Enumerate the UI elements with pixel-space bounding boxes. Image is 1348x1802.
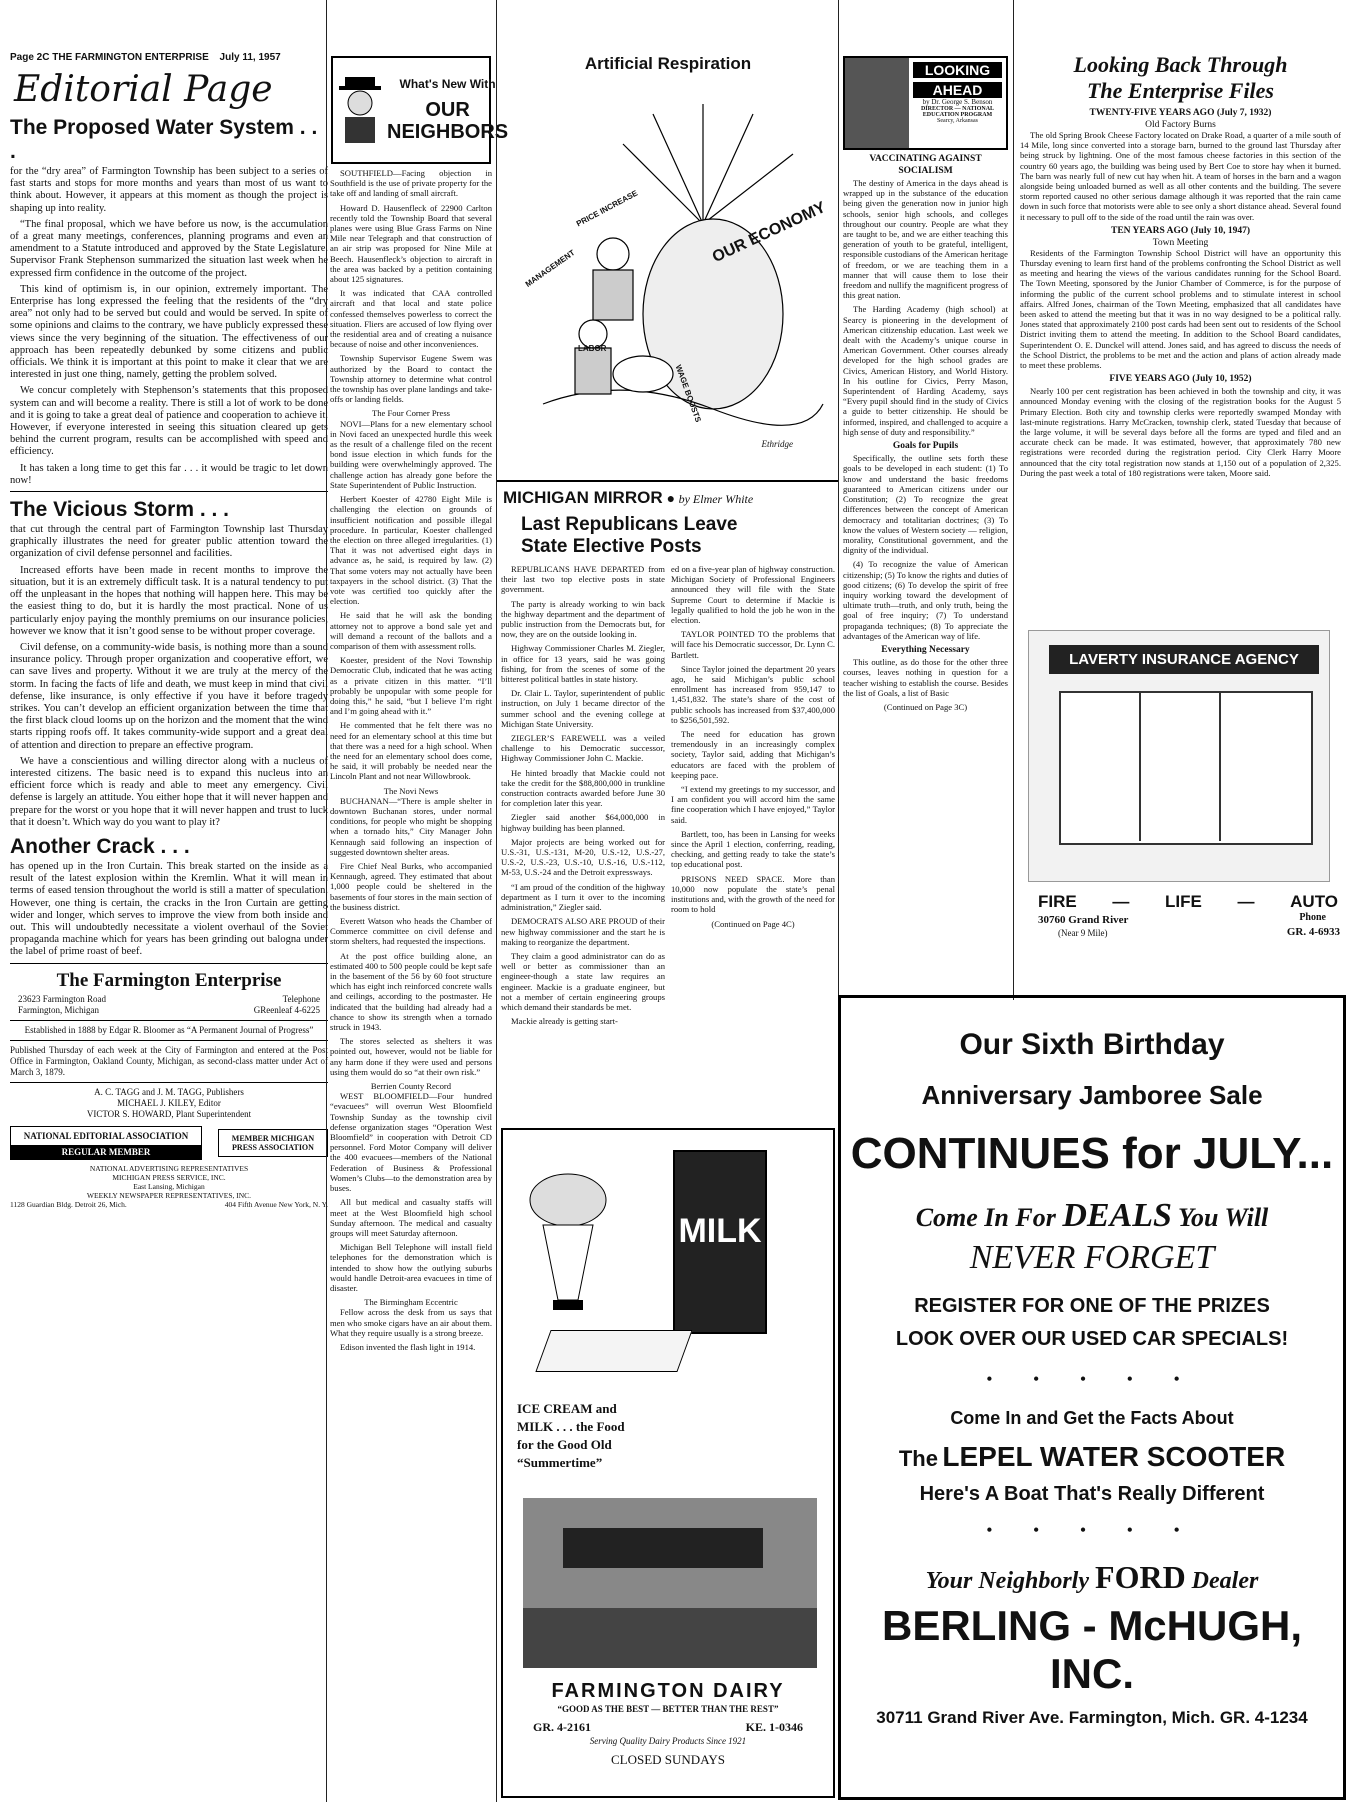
paragraph: has opened up in the Iron Curtain. This break started on the inside as a result of the latest explosion within the Kremlin. What it will mean in terms of eased tension throughout the world is still a matter of speculation. However, one thing is certain, the cracks in the Iron Curtain are getting wider and longer, which serves to improve the view from both inside and out. This will undoubtedly necessitate a violent overhaul of the Soviet propaganda machine which for years has been grinding out balogna under the label of prime roast of beef. [10,860,328,958]
paragraph: TAYLOR POINTED TO the problems that will face his Democratic successor, Dr. Lynn C. Bartlett. [671,629,835,660]
coverage-line: FIRE — LIFE — AUTO [1038,892,1338,911]
paragraph: Highway Commissioner Charles M. Ziegler, in office for 13 years, said he was going fishing, for from the scenes of some of the bitterest political battles in state history. [501,643,665,685]
paragraph: This outline, as do those for the other three courses, leaves nothing in question for a teacher wishing to establish the course. Besides the list of Goals, a list of Basic [843,657,1008,698]
staff-line: MICHAEL J. KILEY, Editor [117,1097,221,1108]
coverage-fire: FIRE [1038,892,1077,911]
author-role: DIRECTOR — NATIONAL EDUCATION PROGRAM [920,106,995,118]
subhead: Everything Necessary [881,644,970,655]
paragraph: Major projects are being worked out for U.S.-31, U.S.-131, M-20, U.S.-12, U.S.-27, U.S.-2, U.S.-23, U.S.-10, U.S.-16, U.S.-112, M-53, U.S.-24 and the Detroit expressways. [501,836,665,878]
era-body [1014,386,1347,478]
paragraph: Nearly 100 per cent registration has been achieved in both the township and city, it was announced Monday evening with the closing of the registration books for the August 5 Primary Election. Both city and township clerks were reportedly swamped Monday with last-minute registrations. Harry McCracken, township clerk, stated Tuesday that because of the large volume, it will be several days before all the forms are typed and filed and an accurate check can be made. It was estimated, however, that approximately 780 new registrations were recorded during the registration period. City Clerk Harry Moore announced that the city total registration now stands at 1,150 out of a population of 2,325. During the past week a total of 180 registrations were taken, Moore said. [1020,386,1341,478]
address: 23623 Farmington Road [18,993,106,1004]
paragraph: This kind of optimism is, in our opinion, extremely important. The Enterprise has long expressed the feeling that the residents of the “dry area” not only had to be served but could and would be served. In spite of some opinions and claims to the contrary, we have publicly expressed these views since the very beginning of the situation. The effectiveness of our approach has been repeatedly debunked by some citizens and public officials. We think it is important at this point to make it clear that we are interested in just one thing, namely, getting the problem solved. [10,283,328,381]
paragraph: SOUTHFIELD—Facing objection in Southfield is the use of private property for the take off and landing of small aircraft. [330,168,492,199]
era-subheading: Old Factory Burns [1145,120,1216,130]
association-badges [10,1126,328,1160]
paragraph: “I am proud of the condition of the highway department as I turn it over to the incoming administration,” Ziegler said. [501,881,665,913]
paragraph: At the post office building alone, an estimated 400 to 500 people could be kept safe in the basement of the 56 by 60 foot structure which has eight inch reinforced concrete walls and ceilings, according to the postmaster. He indicated that the building had already had a chance to show its strength when a tornado struck in 1943. [330,950,492,1033]
bullet-icon: ● [666,492,679,507]
lookback-title: Looking Back Through [1073,52,1288,77]
article-body [10,524,328,829]
paragraph: We have a conscientious and willing director along with a nucleus of interested citizens. The basic need is to expand this nucleus into an efficient force which is ready and able to meet any emergency. Civil defense is largely an attitude. You either hope that it will never happen and prepare for the worst or you hope that it will never happen and trust to luck that it doesn’t. Which way do you want to play it? [10,755,328,828]
paragraph: All but medical and casualty staffs will meet at the West Bloomfield high school Sunday afternoon. The medical and casualty groups will meet Saturday afternoon. [330,1197,492,1238]
continued-note: (Continued on Page 4C) [711,918,795,929]
butter [535,1330,692,1372]
rep-line: WEEKLY NEWSPAPER REPRESENTATIVES, INC. [86,1190,252,1200]
paragraph: Since Taylor joined the department 20 years ago, he said Michigan’s public school enrollment has increased from 959,147 to 1,451,832. The state’s share of the cost of public schools has increased from $37,400,000 to $256,501,592. [671,663,835,725]
paragraph: It was indicated that CAA controlled aircraft and that local and state police confessed themselves powerless to correct the situation. Fliers are accused of low flying over the residential area and of creating a nuisance because of noise and other inconveniences. [330,288,492,350]
paragraph: Herbert Koester of 42780 Eight Mile is challenging the election on grounds of insufficient notification and possible illegal procedure. In particular, Koester challenged the election on three alleged irregularities. (1) That it was not advertised eight days in advance as, he said, is required by law. (2) That some voters may not actually have been taxpayers in the school district. (3) That the vote was certified too quickly after the election. [330,494,492,607]
paragraph: He said that he will ask the bonding attorney not to approve a bond sale yet and will demand a recount of the ballots and a comparison of them with assessment rolls. [330,610,492,651]
looking-back-column [1013,0,1347,1000]
source-credit: The Four Corner Press [371,408,451,419]
paragraph: Dr. Clair L. Taylor, superintendent of public instruction, on July 1 became director of the summer school and the evening college at Michigan State University. [501,688,665,729]
cartoon-label: MANAGEMENT [523,248,577,289]
column-headline: SOCIALISM [898,166,953,176]
ad-text: Your Neighborly [925,1568,1090,1594]
berling-mchugh-ad [838,995,1346,1800]
article-head: The Vicious Storm . . . [10,498,229,522]
paper-name: THE FARMINGTON ENTERPRISE [52,52,209,63]
ad-text: The [898,1446,938,1471]
paragraph: The old Spring Brook Cheese Factory located on Drake Road, a quarter of a mile south of 14 Mile, long since converted into a storage barn, burned to the ground last Thursday after being struck by lightning. One of the most famous cheese factories in this section of the country 60 years ago, the building was being used by Bert Coe to store hay when it burned. The barn was nearly full of new cut hay when hit. A team of horses in the barn and a wagon alongside being unloaded burned as well as all other contents and the building. The severe storm reported caused no other serious damage although it was reported that the rain came down in such force that motorists were able to see only a short distance ahead. Several found it necessary to pull off to the side of the road until the rain was over. [1020,130,1341,222]
ad-line [841,1559,1343,1596]
paragraph: (4) To recognize the value of American citizenship; (5) To know the rights and duties of good citizens; (6) To develop the spirit of free inquiry working toward the development of ultimate truth—truth, and only truth, being the goal of free inquiry; (7) To understand propaganda techniques; (8) To appreciate the advantages of the American way of life. [843,559,1008,641]
ad-line: Come In and Get the Facts About [950,1408,1234,1428]
paragraph: ZIEGLER’S FAREWELL was a veiled challenge to his Democratic successor, Highway Commissioner John C. Mackie. [501,733,665,764]
paragraph: Mackie already is getting start- [511,1016,618,1027]
logo-word: LOOKING [913,62,1002,78]
ad-text: DEALS [1062,1197,1172,1234]
paragraph: The Harding Academy (high school) at Searcy is pioneering in the development of American citizenship education. Last week we dealt with the Academy’s unique course in American Government. Other courses already developed for the high school grades are Civics, American History, and World History. In his outline for Civics, Perry Mason, Superintendent of Harding Academy, says “Every pupil should find in the study of Civics a guide to better citizenship. He should be informed, inspired, and challenged to acquire a high sense of duty and responsibility.” [843,304,1008,437]
cartoon-label: LABOR [578,344,607,353]
paragraph: Increased efforts have been made in recent months to improve the situation, but it is an extremely difficult task. It is a natural tendency to put off the unpleasant in the hopes that nothing will happen here. This may be the easiest thing to do, but it is hardly the most practical. None of us particularly enjoy paying the monthly premiums on our insurance policies, however we know that it isn’t good sense to be without proper coverage. [10,564,328,637]
nea-label: NATIONAL EDITORIAL ASSOCIATION [23,1130,189,1141]
era-heading: TWENTY-FIVE YEARS AGO (July 7, 1932) [1089,108,1272,118]
ad-text: FORD [1095,1559,1186,1595]
paragraph: NOVI—Plans for a new elementary school in Novi faced an unexpected hurdle this week as the result of a challenge filed on the recent bond issue election in which funds for the building were overwhelmingly approved. The challenge action has already gone before the State Superintendent of Public Instruction. [330,418,492,490]
looking-ahead-logo [843,56,1008,150]
ad-text: Dealer [1191,1568,1259,1594]
carton-label: MILK [678,1212,762,1250]
rep-line: 1128 Guardian Bldg. Detroit 26, Mich. [10,1199,127,1209]
paragraph: Township Supervisor Eugene Swem was authorized by the Board to contact the Township attorney to determine what control the township has over plane landings and take-offs or landing fields. [330,353,492,405]
dairy-phone: GR. 4-2161 [533,1720,591,1734]
publishing-note: Published Thursday of each week at the City of Farmington and entered at the Post Office in Farmington, Oakland County, Michigan, as second-class matter under Act of March 3, 1879. [10,1044,328,1077]
cartoon [503,54,833,474]
paragraph: Fire Chief Neal Burks, who accompanied Kennaugh, agreed. They estimated that about 1,000 people could be sheltered in the basements of four stores in the main section of the business district. [330,861,492,912]
continued-note: (Continued on Page 3C) [883,701,968,712]
paragraph: They claim a good administrator can do as well or better as commissioner than an engineer-though a state law requires an engineer. Mackie is a graduate engineer, but not a member of certain engineering groups which demand their standards be met. [501,950,665,1012]
lookback-title: The Enterprise Files [1086,78,1274,103]
era-heading: FIVE YEARS AGO (July 10, 1952) [1109,374,1252,385]
paragraph: Specifically, the outline sets forth these goals to be developed in each student: (1) To know and understand the basic freedoms guaranteed to American citizens under our Constitution; (2) To recognize the great differences between the concept of American democracy and totalitarian doctrines; (3) To know the values of Western society — religion, morality, Constitutional government, and the dignity of the individual. [843,453,1008,556]
ad-text: You Will [1177,1203,1269,1232]
telephone: GReenleaf 4-6225 [253,1004,320,1015]
article-body [10,861,328,959]
coverage-life: LIFE [1165,892,1202,911]
column-headline: VACCINATING AGAINST [869,154,982,164]
author-photo [845,58,909,148]
center-column [496,0,839,1802]
agency-sign: LAVERTY INSURANCE AGENCY [1049,645,1319,674]
neighbors-body [327,168,495,1352]
paragraph: Residents of the Farmington Township School District will have an opportunity this Thursday evening to learn first hand of the problems confronting the School District as well as meeting and hearing the views of the various candidates running for the School Board. The Town Meeting, sponsored by the Junior Chamber of Commerce, is for the purpose of informing the public of the current school problems and to stimulate interest in school affairs. Alfred Jones, chairman of the Town Meeting, emphasized that all candidates have been asked to attend the meeting but that it was in no way designed to be a political rally. Jones stated that approximately 2100 post cards had been sent out to residents of the School District inviting them to attend the meeting. In addition to the School Board candidates, Superintendent O. E. Dunckel will attend. Jones said, and has agreed to discuss the needs of the School District, the problems to be met and the action and plans of action already made to meet these problems. [1020,247,1341,371]
divider [10,963,328,964]
paragraph: “The final proposal, which we have before us now, is the accumulation of a great many meetings, conferences, planning programs and even an amendment to a Statute introduced and approved by the State Legislature. Supervisor Frank Stephenson summarized the situation last week when he expressed firm confidence in the outcome of the project. [10,218,328,279]
mirror-header [497,488,839,508]
paragraph: Howard D. Hausenfleck of 22900 Carlton recently told the Township Board that several planes were using Blue Grass Farms on Nine Mile near Telegraph and that construction of an air strip was proposed for Nine Mile at Beech. Hausenfleck’s objection to aircraft in the area was backed by a petition containing about 125 signatures. [330,202,492,285]
telephone-label: Telephone [282,993,320,1004]
neighbors-title-small: What's New With [399,77,496,91]
agency-phone-label: Phone [1299,912,1326,923]
era-body [1014,248,1347,370]
ad-line: Anniversary Jamboree Sale [921,1080,1263,1110]
publication-address [18,994,320,1016]
mirror-body [497,564,839,1030]
source-credit: Berrien County Record [370,1081,452,1092]
divider [10,491,328,492]
city: Farmington, Michigan [18,1004,99,1015]
ad-line: Our Sixth Birthday [959,1028,1225,1061]
ad-line: NEVER FORGET [969,1239,1215,1276]
paragraph: He commented that he felt there was no need for an elementary school at this time but that there was a need for a high school. When the need for an elementary school does come, he said, it will probably be needed near the Lincoln Plant and not near Willowbrook. [330,720,492,782]
paragraph: Civil defense, on a community-wide basis, is nothing more than a sound insurance policy. Through proper organization and cooperative effort, we can save lives and property. Without it we are truly at the mercy of the storm. In facing the facts of life and death, we must keep in mind that civil defense, like insurance, is only effective if you have it before tragedy strikes. You can’t develop an efficient organization between the time that the first black cloud looms up on the horizon and the moment that the wind starts ripping roofs off. It takes community-wide support and a great deal of attention and direction to prepare an effective program. [10,641,328,751]
dealer-name: BERLING - McHUGH, INC. [882,1602,1302,1697]
paragraph: Michigan Bell Telephone will install field telephones for the demonstration which is intended to show how the outlying suburbs would handle Detroit-area evacuees in time of disaster. [330,1242,492,1293]
ad-line [841,1197,1343,1235]
dairy-closed: CLOSED SUNDAYS [610,1752,726,1767]
paragraph: The stores selected as shelters it was pointed out, however, would not be liable for any harm done if they were used and persons using them would do so “at their own risk.” [330,1036,492,1077]
editorial-column [10,0,328,1802]
laverty-ad [1018,630,1340,942]
coverage-auto: AUTO [1290,892,1338,911]
ad-line: REGISTER FOR ONE OF THE PRIZES [914,1295,1270,1317]
page-number: Page 2C [10,52,50,63]
regular-member-label: REGULAR MEMBER [11,1145,201,1159]
ad-line: CONTINUES for JULY... [850,1129,1334,1178]
reps [10,1164,328,1209]
cartoon-signature: Ethridge [761,439,793,449]
paragraph: Bartlett, too, has been in Lansing for weeks since the April 1 election, conferring, reading, checking, and getting ready to take the state’s top educational post. [671,828,835,870]
publication-name: The Farmington Enterprise [56,969,282,991]
agency-near: (Near 9 Mile) [1058,928,1108,938]
nea-badge [10,1126,202,1160]
looking-ahead-column [838,0,1012,1000]
paragraph: DEMOCRATS ALSO ARE PROUD of their new highway commissioner and the start he is making to reorganize the department. [501,916,665,947]
issue-date: July 11, 1957 [219,52,281,63]
mpa-badge: MEMBER MICHIGAN PRESS ASSOCIATION [218,1129,328,1157]
man-icon [337,75,383,145]
rep-line: NATIONAL ADVERTISING REPRESENTATIVES [89,1163,249,1173]
paragraph: BUCHANAN—“There is ample shelter in downtown Buchanan stores, under normal conditions, for people who might be shopping when a tornado hits,” City Manager John Kennaugh said following an inspection of suggested downtown shelter areas. [330,795,492,857]
ad-dots: • • • • • [986,1520,1198,1540]
paragraph: Ziegler said another $64,000,000 in highway building has been planned. [501,812,665,833]
paragraph: Edison invented the flash light in 1914. [340,1341,476,1352]
cartoon-title: Artificial Respiration [584,54,752,73]
era-body [1014,130,1347,222]
article-head: Another Crack . . . [10,834,190,858]
paragraph: PRISONS NEED SPACE. More than 10,000 now populate the state’s penal institutions and, with the growth of the need for room to hold [671,873,835,915]
ad-dots: • • • • • [986,1369,1198,1389]
rep-line: East Lansing, Michigan [133,1181,205,1191]
source-credit: The Novi News [383,785,439,796]
dealer-address: 30711 Grand River Ave. Farmington, Mich. GR. 4-1234 [876,1708,1308,1727]
paragraph: REPUBLICANS HAVE DEPARTED from their last two top elective posts in state government. [501,564,665,595]
office-building [1028,630,1330,882]
dairy-phone: KE. 1-0346 [745,1720,803,1734]
dairy-ad [501,1128,835,1798]
paragraph: “I extend my greetings to my successor, and I am confident you will accord him the same fine cooperation which I have enjoyed,” Taylor said. [671,784,835,825]
divider [10,1020,328,1021]
divider [10,1040,328,1041]
established-note: Established in 1888 by Edgar R. Bloomer as “A Permanent Journal of Progress” [24,1024,314,1035]
mirror-title: MICHIGAN MIRROR [503,488,663,507]
paragraph: for the “dry area” of Farmington Township has been subject to a series of fast starts and stops for more months and years than most of us want to think about. However, it appears at this moment as though the project is shaping up into reality. [10,166,328,214]
editorial-page-title: Editorial Page [14,69,273,110]
neighbors-column [326,0,509,1802]
paragraph: It has taken a long time to get this far . . . it would be tragic to let down now! [10,462,328,486]
dairy-slogan: “GOOD AS THE BEST — BETTER THAN THE REST” [557,1704,779,1714]
cartoon-label: PRICE INCREASE [574,188,640,229]
rep-line: 404 Fifth Avenue New York, N. Y. [224,1199,328,1209]
paragraph: The need for education has grown tremendously in an increasingly complex society, Taylor said, adding that Michigan’s educators are faced with the problem of keeping pace. [671,729,835,780]
agency-phone: GR. 4-6933 [1286,926,1340,938]
article-body [10,166,328,487]
paragraph: He hinted broadly that Mackie could not take the credit for the $88,800,000 in trunkline construction contracts awarded before June 30 for completion later this year. [501,767,665,809]
milk-carton [673,1150,767,1334]
ad-line: LOOK OVER OUR USED CAR SPECIALS! [895,1328,1289,1350]
cartoon-label: WAGE BOOSTS [673,363,703,424]
neighbors-title: OUR NEIGHBORS [387,99,509,143]
cartoon-label: OUR ECONOMY [709,198,829,267]
author-place: Searcy, Arkansas [937,118,978,124]
mirror-headline: Last Republicans Leave [521,514,738,535]
era-subheading: Town Meeting [1152,237,1209,248]
paragraph: WEST BLOOMFIELD—Four hundred “evacuees” will overrun West Bloomfield Township Sunday as the township civil defense organization stages “Operation West Bloomfield” in cooperation with Detroit CD personnel. Ford Motor Company will deliver the 400 evacuees—members of the National Federation of Business & Professional Women’s Clubs—to the demonstration area by buses. [330,1091,492,1194]
paragraph: Koester, president of the Novi Township Democratic Club, indicated that he was acting as a private citizen in this matter. “I’ll probably be unpopular with some people for doing this,” he said, “but I believe I’m right and I’m going ahead with it.” [330,655,492,717]
dairy-ad-text: ICE CREAM and MILK . . . the Food for the Good Old “Summertime” [517,1401,625,1470]
paragraph: ed on a five-year plan of highway construction. Michigan Society of Professional Engineers announced they will file with the State Supreme Court to determine if Mackie is legally qualified to hold the job he won in the election. [671,564,835,626]
paragraph: We concur completely with Stephenson’s statements that this proposed system can and will become a reality. There is still a lot of work to be done and it is going to take a great deal of patience and cooperation to achieve it. However, if everyone interested in seeing this situation cleared up gets behind the current program, results can be accomplished with speed and efficiency. [10,385,328,458]
ice-cream-glass [523,1170,613,1320]
rep-line: MICHIGAN PRESS SERVICE, INC. [112,1172,226,1182]
ad-text: LEPEL WATER SCOOTER [942,1441,1286,1472]
staff-line: VICTOR S. HOWARD, Plant Superintendent [86,1108,252,1119]
era-heading: TEN YEARS AGO (July 10, 1947) [1111,225,1250,236]
paragraph: The destiny of America in the days ahead is wrapped up in the substance of the education being given the generation now in junior high schools, senior high schools, and colleges throughout our country. People are what they are taught to be, and we are either teaching this generation of youth to be grateful, intelligent, responsible custodians of the American heritage of freedom, or we are teaching them in a manner that will cause them to lose their freedom and nullify the magnificent progress of this great nation. [843,178,1008,301]
dairy-name: FARMINGTON DAIRY [551,1680,785,1702]
staff-line: A. C. TAGG and J. M. TAGG, Publishers [94,1086,244,1097]
subhead: Goals for Pupils [892,441,959,452]
mirror-headline: State Elective Posts [521,536,702,557]
author-byline: by Dr. George S. Benson [922,98,993,106]
source-credit: The Birmingham Eccentric [364,1297,458,1308]
page-header [10,52,328,63]
logo-word: AHEAD [913,82,1002,98]
article-head: The Proposed Water System . . . [10,116,318,163]
ad-text: Come In For [915,1203,1056,1232]
ad-line: Here's A Boat That's Really Different [919,1483,1265,1505]
paragraph: Everett Watson who heads the Chamber of Commerce committee on civil defense and storm shelters, had requested the inspections. [330,916,492,947]
divider [10,1082,328,1083]
neighbors-header [331,56,509,164]
paragraph: that cut through the central part of Farmington Township last Thursday graphically illustrates the need for greater public attention toward the organization of civil defense personnel and facilities. [10,524,328,560]
ad-line [841,1441,1343,1473]
dairy-building [523,1498,817,1668]
dairy-serving: Serving Quality Dairy Products Since 1921 [589,1736,747,1746]
paragraph: Fellow across the desk from us says that men who smoke cigars have an air about them. What they require usually is a strong breeze. [330,1307,492,1338]
mirror-byline: by Elmer White [678,492,754,506]
paragraph: The party is already working to win back the highway department and the department of public instruction from the Democrats but, for now, they are on the outside looking in. [501,598,665,640]
looking-ahead-body [839,178,1012,712]
agency-address: 30760 Grand River [1038,914,1129,926]
